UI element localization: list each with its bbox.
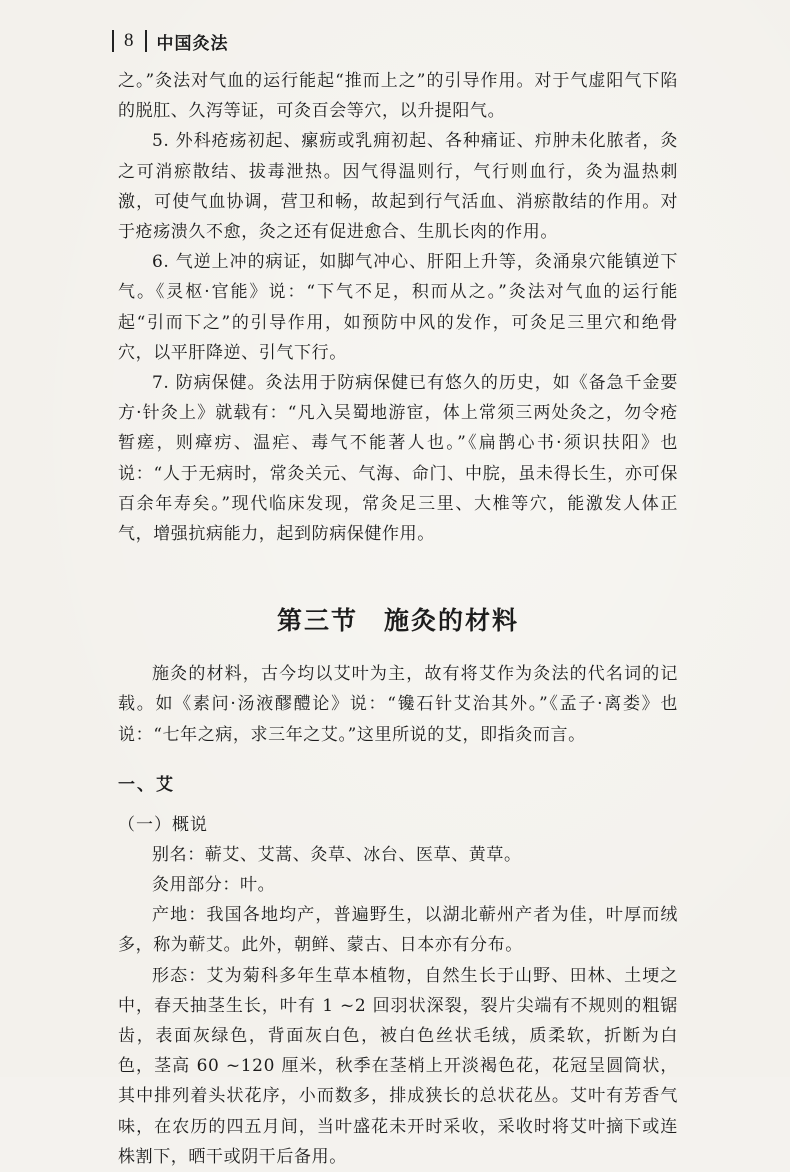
section-heading <box>118 601 678 637</box>
running-header <box>102 26 229 56</box>
page-content <box>118 66 678 1172</box>
paragraph-item-7: 7. 防病保健。灸法用于防病保健已有悠久的历史，如《备急千金要方·针灸上》就载有：“凡入吴蜀地游宦，体上常须三两处灸之，勿令疮暂瘥，则瘴疠、温疟、毒气不能著人也。”《扁鹊心书·须识扶阳》也说：“人于无病时，常灸关元、气海、命门、中脘，虽未得长生，亦可保百余年寿矣。”现代临床发现，常灸足三里、大椎等穴，能激发人体正气，增强抗病能力，起到防病保健作用。 <box>118 373 678 545</box>
alias-line: 别名：蕲艾、艾蒿、灸草、冰台、医草、黄草。 <box>152 844 522 865</box>
morphology-paragraph: 形态：艾为菊科多年生草本植物，自然生长于山野、田林、土埂之中，春天抽茎生长，叶有 1 ~2 回羽状深裂，裂片尖端有不规则的粗锯齿，表面灰绿色，背面灰白色，被白色丝状毛绒，质柔软，折断为白色，茎高 60 ~120 厘米，秋季在茎梢上开淡褐色花，花冠呈圆筒状，其中排列着头状花序，小而数多，排成狭长的总状花丛。艾叶有芳香气味，在农历的四五月间，当叶盛花未开时采收，采收时将艾叶摘下或连株割下，晒干或阴干后备用。 <box>118 965 678 1167</box>
header-divider-right <box>145 30 147 52</box>
section-number: 第三节 <box>276 606 358 636</box>
paragraph-item-6: 6. 气逆上冲的病证，如脚气冲心、肝阳上升等，灸涌泉穴能镇逆下气。《灵枢·官能》说：“下气不足，积而从之。”灸法对气血的运行能起“引而下之”的引导作用，如预防中风的发作，可灸足三里穴和绝骨穴，以平肝降逆、引气下行。 <box>118 252 678 363</box>
section-intro-paragraph: 施灸的材料，古今均以艾叶为主，故有将艾作为灸法的代名词的记载。如《素问·汤液醪醴论》说：“镵石针艾治其外。”《孟子·离娄》也说：“七年之病，求三年之艾。”这里所说的艾，即指灸而言。 <box>118 664 678 745</box>
paragraph-continuation: 之。”灸法对气血的运行能起“推而上之”的引导作用。对于气虚阳气下陷的脱肛、久泻等证，可灸百会等穴，以升提阳气。 <box>118 71 678 122</box>
header-divider-left <box>112 30 114 52</box>
subsection-heading: 一、艾 <box>118 774 175 795</box>
paragraph-item-5: 5. 外科疮疡初起、瘰疬或乳痈初起、各种痛证、疖肿未化脓者，灸之可消瘀散结、拔毒泄热。因气得温则行，气行则血行，灸为温热刺激，可使气血协调，营卫和畅，故起到行气活血、消瘀散结的作用。对于疮疡溃久不愈，灸之还有促进愈合、生肌长肉的作用。 <box>118 131 678 243</box>
book-title: 中国灸法 <box>156 33 229 54</box>
subsubsection-heading: （一）概说 <box>118 814 208 835</box>
section-title: 施灸的材料 <box>384 606 520 636</box>
used-part-line: 灸用部分：叶。 <box>152 875 276 896</box>
origin-paragraph: 产地：我国各地均产，普遍野生，以湖北蕲州产者为佳，叶厚而绒多，称为蕲艾。此外，朝鲜、蒙古、日本亦有分布。 <box>118 905 678 956</box>
page-number: 8 <box>124 30 135 51</box>
